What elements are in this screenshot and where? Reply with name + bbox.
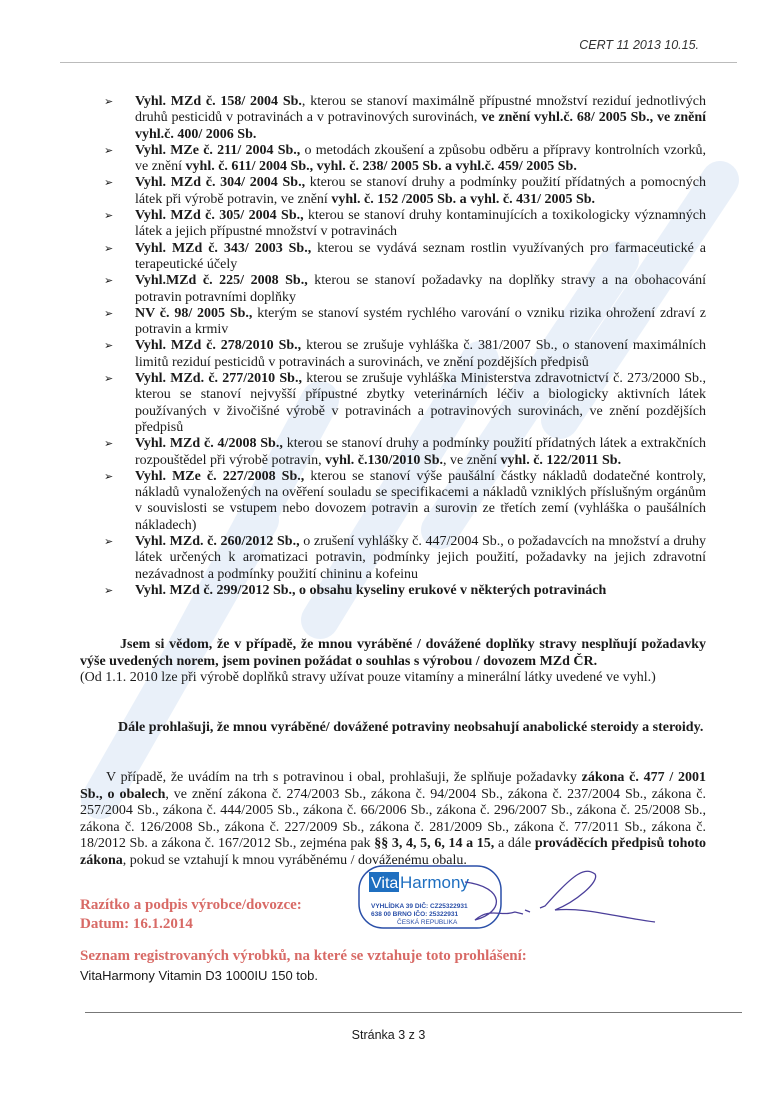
regulation-item [104, 94, 706, 143]
text-segment: o metodách zkoušení a způsobu odběru a přípravy kontrolních vzorků, ve znění [135, 142, 706, 175]
arrow-bullet-icon: ➢ [104, 535, 114, 549]
text-segment: , kterou se stanoví maximálně přípustné množství reziduí jednotlivých druhů pesticidů v potravinách a v potravinových surovinách, [135, 94, 707, 126]
regulation-item [104, 583, 706, 599]
arrow-bullet-icon: ➢ [104, 176, 114, 190]
stamp-line-2: 638 00 BRNO IČO: 25322931 [371, 911, 459, 918]
text-segment: , pokud se vztahují k mnou vyráběnému / dováženému obalu. [122, 852, 467, 868]
text-segment: kterým se stanoví systém rychlého varování o vzniku rizika ohrožení zdraví z potravin a krmiv [135, 305, 706, 338]
document-reference: CERT 11 2013 10.15. [579, 38, 699, 52]
arrow-bullet-icon: ➢ [104, 274, 114, 288]
text-segment: kterou se vydává seznam rostlin využívaných pro farmaceutické a terapeutické účely [135, 240, 706, 272]
text-segment: kterou se stanoví druhy a podmínky použití přídatných látek a extrakčních rozpouštědel při výrobě potravin, [135, 436, 707, 468]
regulation-item [104, 436, 706, 469]
bold-reference: Vyhl. MZd č. 158/ 2004 Sb. [135, 94, 302, 109]
bold-reference: ve znění vyhl.č. 68/ 2005 Sb., ve znění vyhl.č. 400/ 2006 Sb. [135, 110, 706, 142]
bold-reference: prováděcích předpisů tohoto zákona [80, 836, 707, 868]
text-segment: kterou se zrušuje vyhláška Ministerstva zdravotnictví č. 273/2000 Sb., kterou se stanoví nejvyšší přípustné zbytky veterinárních léčiv a biologicky aktivních látek používaných v živočišné výrobě v potravinách a potravinových surovinách, ve znění pozdějších předpisů [135, 371, 707, 435]
bold-reference: zákona č. 477 / 2001 Sb., o obalech [80, 770, 707, 802]
signature-scribble [465, 871, 655, 922]
text-segment: kterou se stanoví výše paušální částky nákladů dodatečné kontroly, nákladů vynaložených na ověření souladu se specifikacemi a nákladů vzniklých příslušným orgánům v souvislosti se vstupem nebo dovozem potravin a surovin ze třetích zemí (vyhláška o paušálních nákladech) [135, 468, 707, 533]
footer-divider [85, 1012, 742, 1013]
bold-reference: Vyhl. MZd č. 343/ 2003 Sb., [135, 240, 312, 256]
product-item: VitaHarmony Vitamin D3 1000IU 150 tob. [80, 968, 318, 983]
header-divider [60, 62, 737, 63]
bold-reference: Vyhl. MZe č. 227/2008 Sb., [135, 468, 305, 484]
arrow-bullet-icon: ➢ [104, 469, 114, 483]
text-segment: kterou se stanoví druhy kontaminujících a toxikologicky významných látek a jejich přípustné množství v potravinách [135, 208, 707, 240]
signature-date: Datum: 16.1.2014 [80, 916, 193, 932]
arrow-bullet-icon: ➢ [104, 143, 114, 157]
arrow-bullet-icon: ➢ [104, 306, 114, 320]
regulation-item [104, 371, 706, 436]
products-section [80, 947, 527, 985]
bold-reference: Vyhl. MZd č. 304/ 2004 Sb., [135, 175, 306, 191]
regulation-item [104, 175, 706, 208]
arrow-bullet-icon: ➢ [104, 372, 114, 386]
packaging-paragraph [80, 770, 706, 869]
arrow-bullet-icon: ➢ [104, 95, 114, 108]
regulation-item [104, 208, 706, 241]
stamp-brand-b: Harmony [400, 873, 469, 892]
declaration-paragraph [80, 637, 706, 687]
text-segment: a dále [494, 836, 535, 851]
text-segment: V případě, že uvádím na trh s potravinou i obal, prohlašuji, že splňuje požadavky [106, 770, 582, 785]
steroids-paragraph [80, 720, 706, 737]
bold-reference: vyhl. č.130/2010 Sb. [325, 452, 443, 468]
bold-reference: Vyhl. MZd č. 299/2012 Sb., o obsahu kyseliny erukové v některých potravinách [135, 582, 607, 598]
steroids-text: Dále prohlašuji, že mnou vyráběné/ dovážené potraviny neobsahují anabolické steroidy a steroidy. [118, 720, 704, 735]
regulation-item [104, 534, 706, 583]
arrow-bullet-icon: ➢ [104, 339, 114, 353]
arrow-bullet-icon: ➢ [104, 437, 114, 451]
regulation-item [104, 143, 706, 176]
company-stamp [355, 862, 685, 934]
declaration-text: Jsem si vědom, že v případě, že mnou vyráběné / dovážené doplňky stravy nesplňují požadavky výše uvedených norem, jsem povinen požádat o souhlas s výrobou / dovozem MZd ČR. [80, 637, 706, 669]
bold-reference: vyhl. č. 611/ 2004 Sb., vyhl. č. 238/ 2005 Sb. a vyhl.č. 459/ 2005 Sb. [185, 159, 577, 175]
signature-label: Razítko a podpis výrobce/dovozce: [80, 897, 302, 913]
regulation-item [104, 273, 706, 306]
declaration-note: (Od 1.1. 2010 lze při výrobě doplňků stravy užívat pouze vitamíny a minerální látky uvedené ve vyhl.) [80, 670, 656, 685]
text-segment: kterou se zrušuje vyhláška č. 381/2007 Sb., o stanovení maximálních limitů reziduí pesticidů v potravinách a surovinách, ve znění pozdějších předpisů [135, 338, 706, 370]
bold-reference: Vyhl. MZe č. 211/ 2004 Sb., [135, 142, 301, 158]
page-number: Stránka 3 z 3 [351, 1028, 426, 1042]
regulation-item [104, 469, 706, 534]
bold-reference: Vyhl. MZd. č. 277/2010 Sb., [135, 371, 302, 387]
bold-reference: Vyhl. MZd č. 4/2008 Sb., [135, 436, 283, 452]
text-segment: kterou se stanoví druhy a podmínky použití přídatných a pomocných látek při výrobě potravin, ve znění [135, 175, 707, 207]
text-segment: o zrušení vyhlášky č. 447/2004 Sb., o požadavcích na množství a druhy látek určených k aromatizaci potravin, podmínky jejich použití, požadavky na jejich zdravotní nezávadnost a podmínky použití chininu a kofeinu [135, 534, 707, 582]
bold-reference: vyhl. č. 152 /2005 Sb. a vyhl. č. 431/ 2005 Sb. [331, 191, 596, 207]
bold-reference: Vyhl.MZd č. 225/ 2008 Sb., [135, 273, 308, 289]
bold-reference: Vyhl. MZd č. 305/ 2004 Sb., [135, 208, 304, 224]
regulation-list [104, 94, 706, 599]
text-segment: , ve znění [442, 452, 501, 468]
arrow-bullet-icon: ➢ [104, 209, 114, 223]
stamp-line-3: ČESKÁ REPUBLIKA [397, 919, 458, 926]
bold-reference: Vyhl. MZd č. 278/2010 Sb., [135, 338, 302, 354]
products-heading: Seznam registrovaných výrobků, na které se vztahuje toto prohlášení: [80, 948, 527, 964]
regulation-item [104, 338, 706, 371]
regulation-item [104, 241, 706, 274]
text-segment: kterou se stanoví požadavky na doplňky stravy a na obohacování potravin potravními doplňky [135, 273, 706, 305]
stamp-brand-a: Vita [371, 875, 399, 892]
arrow-bullet-icon: ➢ [104, 583, 114, 597]
regulation-item [104, 306, 706, 339]
bold-reference: §§ 3, 4, 5, 6, 14 a 15, [374, 836, 495, 851]
arrow-bullet-icon: ➢ [104, 241, 114, 255]
text-segment: , ve znění zákona č. 274/2003 Sb., zákona č. 94/2004 Sb., zákona č. 237/2004 Sb., zákona č. 257/2004 Sb., zákona č. 444/2005 Sb., zákona č. 66/2006 Sb., zákona č. 296/2007 Sb., zákona č. 25/2008 Sb., zákona č. 126/2008 Sb., zákona č. 227/2009 Sb., zákona č. 281/2009 Sb., zákona č. 77/2011 Sb., zákona č. 18/2012 Sb. a zákona č. 167/2012 Sb., zejména pak [80, 786, 706, 851]
stamp-line-1: VYHLÍDKA 39 DIČ: CZ25322931 [371, 903, 468, 910]
bold-reference: Vyhl. MZd. č. 260/2012 Sb., [135, 534, 300, 550]
bold-reference: vyhl. č. 122/2011 Sb. [500, 452, 622, 468]
bold-reference: NV č. 98/ 2005 Sb., [135, 305, 253, 321]
signature-block [80, 896, 302, 934]
